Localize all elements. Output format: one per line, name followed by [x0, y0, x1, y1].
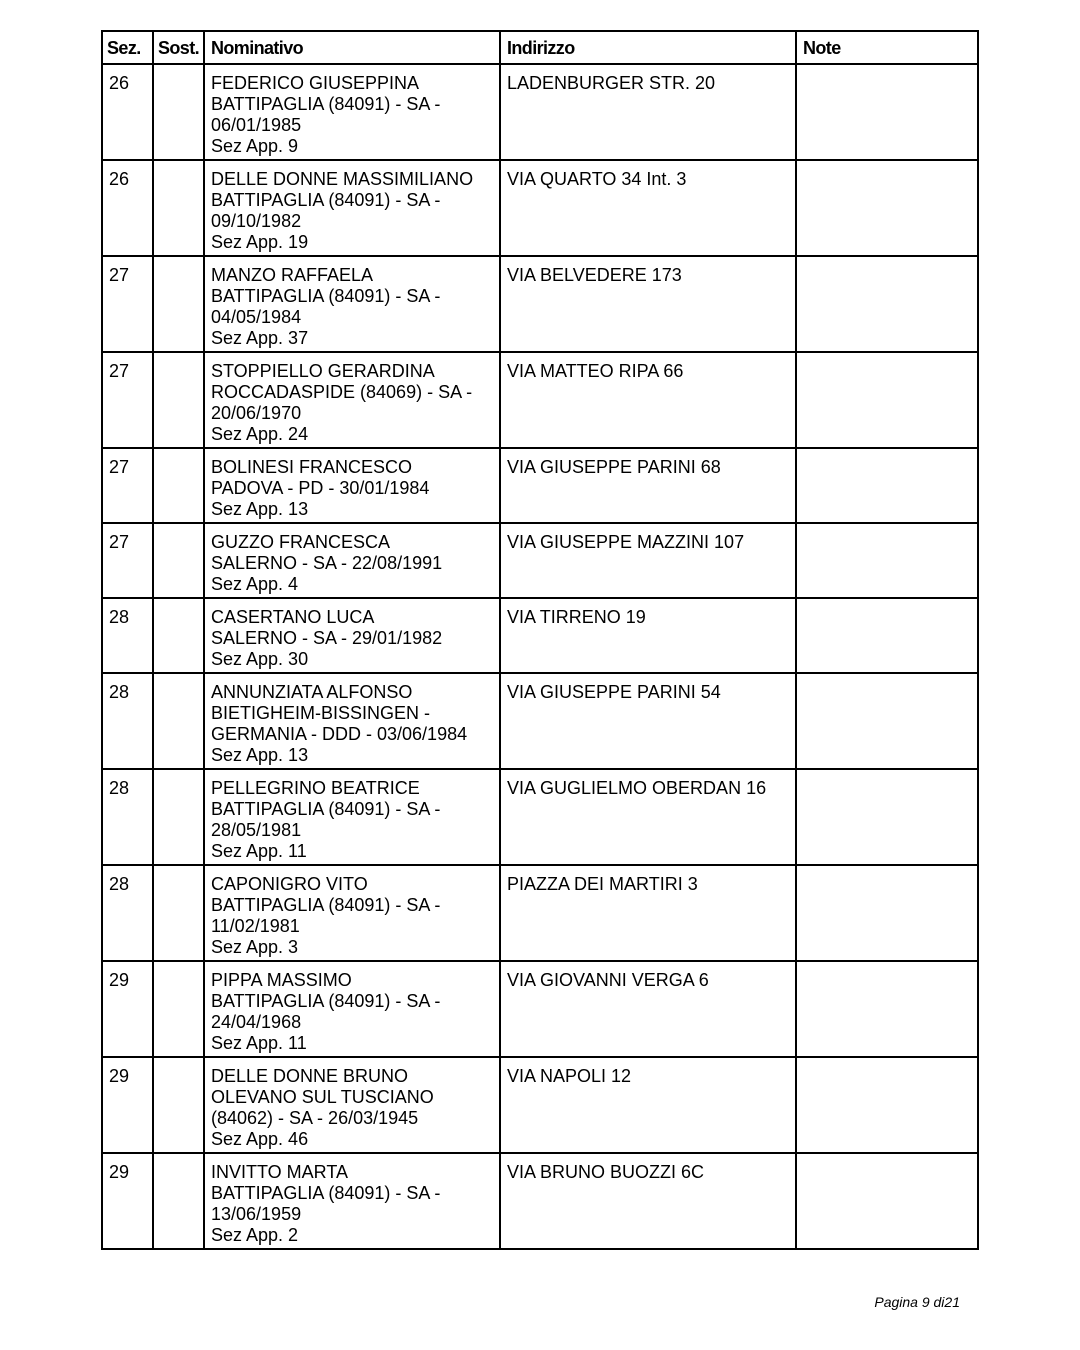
- cell-note: [796, 1153, 978, 1249]
- person-name: BOLINESI FRANCESCO: [211, 457, 413, 477]
- column-header-note: Note: [796, 31, 978, 64]
- voter-register-table: [101, 30, 979, 1250]
- cell-note: [796, 256, 978, 352]
- cell-sez: 27: [102, 256, 153, 352]
- person-name: DELLE DONNE MASSIMILIANO: [211, 169, 474, 189]
- person-detail-line: Sez App. 11: [211, 1033, 307, 1053]
- cell-note: [796, 961, 978, 1057]
- person-detail-line: BATTIPAGLIA (84091) - SA -: [211, 1183, 441, 1203]
- cell-indirizzo: VIA GIUSEPPE PARINI 68: [500, 448, 796, 523]
- person-detail-line: Sez App. 3: [211, 937, 299, 957]
- cell-indirizzo: LADENBURGER STR. 20: [500, 64, 796, 160]
- cell-nominativo: [204, 523, 500, 598]
- person-detail-line: Sez App. 13: [211, 745, 309, 765]
- cell-sez: 28: [102, 598, 153, 673]
- table-row: [102, 961, 978, 1057]
- cell-indirizzo: VIA QUARTO 34 Int. 3: [500, 160, 796, 256]
- cell-sez: 28: [102, 865, 153, 961]
- cell-note: [796, 160, 978, 256]
- person-detail-line: OLEVANO SUL TUSCIANO: [211, 1087, 434, 1107]
- person-name: CASERTANO LUCA: [211, 607, 375, 627]
- person-detail-line: BATTIPAGLIA (84091) - SA -: [211, 190, 441, 210]
- person-name: PIPPA MASSIMO: [211, 970, 352, 990]
- person-detail-line: 13/06/1959: [211, 1204, 302, 1224]
- cell-sost: [153, 64, 204, 160]
- cell-sez: 29: [102, 1057, 153, 1153]
- page-number: Pagina 9 di21: [874, 1294, 960, 1310]
- person-detail-line: SALERNO - SA - 29/01/1982: [211, 628, 443, 648]
- cell-sez: 28: [102, 769, 153, 865]
- column-header-indirizzo: Indirizzo: [500, 31, 796, 64]
- cell-note: [796, 673, 978, 769]
- cell-sez: 27: [102, 352, 153, 448]
- cell-indirizzo: VIA GIUSEPPE MAZZINI 107: [500, 523, 796, 598]
- person-name: CAPONIGRO VITO: [211, 874, 368, 894]
- table-body: [102, 64, 978, 1249]
- cell-nominativo: [204, 352, 500, 448]
- cell-indirizzo: VIA GUGLIELMO OBERDAN 16: [500, 769, 796, 865]
- cell-sez: 27: [102, 448, 153, 523]
- cell-nominativo: [204, 448, 500, 523]
- person-detail-line: Sez App. 30: [211, 649, 309, 669]
- cell-sez: 28: [102, 673, 153, 769]
- cell-indirizzo: VIA TIRRENO 19: [500, 598, 796, 673]
- cell-sost: [153, 256, 204, 352]
- person-detail-line: 09/10/1982: [211, 211, 302, 231]
- table-row: [102, 1057, 978, 1153]
- cell-nominativo: [204, 598, 500, 673]
- person-detail-line: 06/01/1985: [211, 115, 302, 135]
- cell-nominativo: [204, 673, 500, 769]
- cell-sost: [153, 673, 204, 769]
- person-detail-line: Sez App. 13: [211, 499, 309, 519]
- table-row: [102, 160, 978, 256]
- cell-indirizzo: VIA MATTEO RIPA 66: [500, 352, 796, 448]
- cell-note: [796, 865, 978, 961]
- cell-note: [796, 448, 978, 523]
- cell-sost: [153, 1057, 204, 1153]
- person-detail-line: 28/05/1981: [211, 820, 302, 840]
- table-row: [102, 448, 978, 523]
- cell-indirizzo: VIA NAPOLI 12: [500, 1057, 796, 1153]
- person-name: MANZO RAFFAELA: [211, 265, 374, 285]
- person-detail-line: Sez App. 11: [211, 841, 307, 861]
- cell-nominativo: [204, 961, 500, 1057]
- table-row: [102, 769, 978, 865]
- cell-nominativo: [204, 1153, 500, 1249]
- person-detail-line: Sez App. 9: [211, 136, 299, 156]
- cell-sost: [153, 448, 204, 523]
- cell-sost: [153, 769, 204, 865]
- cell-indirizzo: VIA GIOVANNI VERGA 6: [500, 961, 796, 1057]
- table-row: [102, 598, 978, 673]
- cell-note: [796, 1057, 978, 1153]
- person-name: INVITTO MARTA: [211, 1162, 349, 1182]
- table-header-row: [102, 31, 978, 64]
- person-detail-line: Sez App. 24: [211, 424, 309, 444]
- cell-nominativo: [204, 865, 500, 961]
- cell-note: [796, 769, 978, 865]
- person-name: GUZZO FRANCESCA: [211, 532, 391, 552]
- cell-note: [796, 64, 978, 160]
- person-detail-line: 04/05/1984: [211, 307, 302, 327]
- cell-nominativo: [204, 64, 500, 160]
- table-row: [102, 865, 978, 961]
- table-row: [102, 352, 978, 448]
- column-header-nominativo: Nominativo: [204, 31, 500, 64]
- person-detail-line: BATTIPAGLIA (84091) - SA -: [211, 94, 441, 114]
- cell-sez: 29: [102, 961, 153, 1057]
- cell-sost: [153, 865, 204, 961]
- cell-sost: [153, 961, 204, 1057]
- column-header-sost: Sost.: [153, 31, 204, 64]
- person-detail-line: (84062) - SA - 26/03/1945: [211, 1108, 419, 1128]
- cell-note: [796, 598, 978, 673]
- person-detail-line: Sez App. 4: [211, 574, 299, 594]
- cell-indirizzo: VIA BELVEDERE 173: [500, 256, 796, 352]
- person-detail-line: BATTIPAGLIA (84091) - SA -: [211, 286, 441, 306]
- cell-nominativo: [204, 160, 500, 256]
- cell-nominativo: [204, 256, 500, 352]
- cell-sost: [153, 352, 204, 448]
- person-detail-line: 20/06/1970: [211, 403, 302, 423]
- person-detail-line: GERMANIA - DDD - 03/06/1984: [211, 724, 468, 744]
- table-row: [102, 64, 978, 160]
- cell-sost: [153, 523, 204, 598]
- table-row: [102, 673, 978, 769]
- table-row: [102, 256, 978, 352]
- person-detail-line: PADOVA - PD - 30/01/1984: [211, 478, 430, 498]
- person-detail-line: Sez App. 2: [211, 1225, 299, 1245]
- cell-sez: 26: [102, 160, 153, 256]
- person-detail-line: BATTIPAGLIA (84091) - SA -: [211, 799, 441, 819]
- person-detail-line: BIETIGHEIM-BISSINGEN -: [211, 703, 431, 723]
- person-name: FEDERICO GIUSEPPINA: [211, 73, 420, 93]
- cell-nominativo: [204, 1057, 500, 1153]
- person-detail-line: SALERNO - SA - 22/08/1991: [211, 553, 443, 573]
- cell-note: [796, 352, 978, 448]
- person-name: STOPPIELLO GERARDINA: [211, 361, 435, 381]
- person-detail-line: ROCCADASPIDE (84069) - SA -: [211, 382, 473, 402]
- column-header-sez: Sez.: [102, 31, 153, 64]
- cell-sez: 26: [102, 64, 153, 160]
- person-name: ANNUNZIATA ALFONSO: [211, 682, 413, 702]
- person-name: PELLEGRINO BEATRICE: [211, 778, 420, 798]
- person-detail-line: BATTIPAGLIA (84091) - SA -: [211, 895, 441, 915]
- cell-note: [796, 523, 978, 598]
- cell-nominativo: [204, 769, 500, 865]
- cell-sost: [153, 598, 204, 673]
- person-detail-line: BATTIPAGLIA (84091) - SA -: [211, 991, 441, 1011]
- cell-sost: [153, 160, 204, 256]
- table-row: [102, 523, 978, 598]
- table-row: [102, 1153, 978, 1249]
- cell-sez: 27: [102, 523, 153, 598]
- person-detail-line: 24/04/1968: [211, 1012, 302, 1032]
- cell-indirizzo: VIA GIUSEPPE PARINI 54: [500, 673, 796, 769]
- person-name: DELLE DONNE BRUNO: [211, 1066, 409, 1086]
- cell-sez: 29: [102, 1153, 153, 1249]
- cell-sost: [153, 1153, 204, 1249]
- person-detail-line: Sez App. 37: [211, 328, 309, 348]
- cell-indirizzo: PIAZZA DEI MARTIRI 3: [500, 865, 796, 961]
- cell-indirizzo: VIA BRUNO BUOZZI 6C: [500, 1153, 796, 1249]
- person-detail-line: Sez App. 46: [211, 1129, 309, 1149]
- person-detail-line: 11/02/1981: [211, 916, 300, 936]
- person-detail-line: Sez App. 19: [211, 232, 309, 252]
